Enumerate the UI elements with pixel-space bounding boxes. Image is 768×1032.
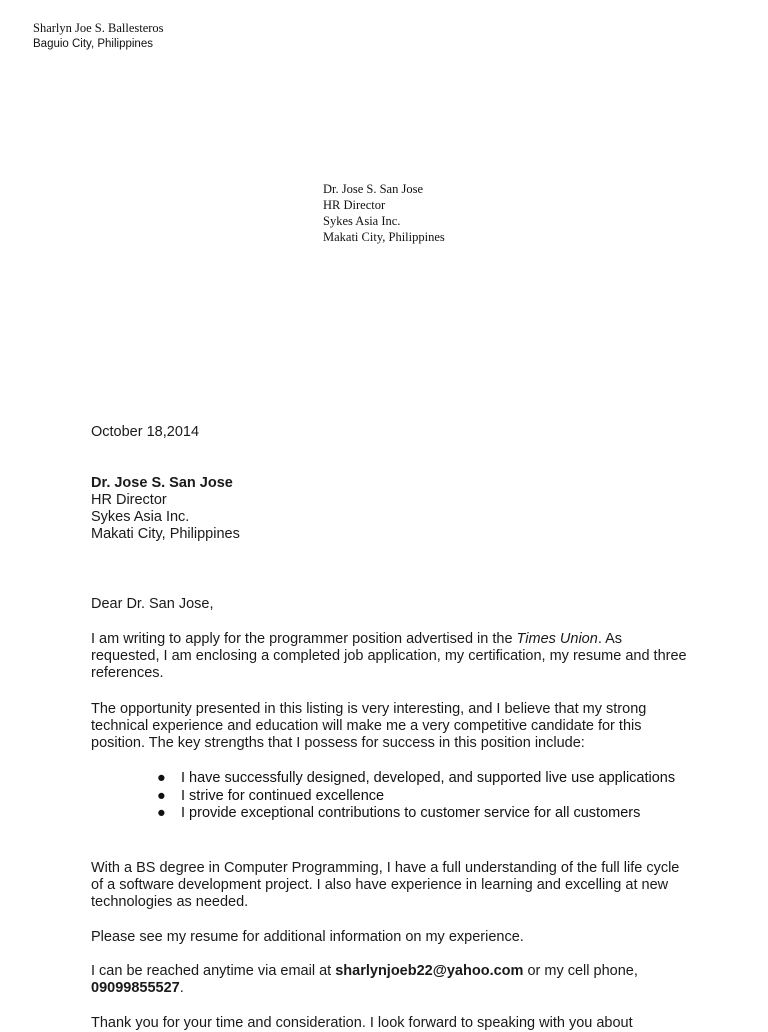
paragraph-closing: Thank you for your time and consideration. I look forward to speaking with you about bbox=[91, 1015, 633, 1031]
bullet-icon: ● bbox=[157, 770, 166, 786]
salutation: Dear Dr. San Jose, bbox=[91, 596, 214, 612]
phone-number: 09099855527 bbox=[91, 980, 180, 996]
list-item bbox=[155, 770, 695, 788]
bullet-icon: ● bbox=[157, 805, 166, 821]
recipient-header-name: Dr. Jose S. San Jose bbox=[323, 182, 424, 196]
sender-name: Sharlyn Joe S. Ballesteros bbox=[33, 21, 164, 35]
paragraph-education: With a BS degree in Computer Programming, I have a full understanding of the full life cycle of a software development project. I also have experience in learning and excelling at new technologies as needed. bbox=[91, 860, 680, 910]
paragraph-contact-text-a: I can be reached anytime via email at bbox=[91, 963, 336, 979]
email-address: sharlynjoeb22@yahoo.com bbox=[335, 963, 524, 979]
recipient-company: Sykes Asia Inc. bbox=[91, 509, 190, 525]
bullet-icon: ● bbox=[157, 787, 166, 804]
paragraph-strengths: The opportunity presented in this listing is very interesting, and I believe that my strong technical experience and education will make me a very competitive candidate for this position. The key strengths that I possess for success in this position include: bbox=[91, 701, 647, 751]
paragraph-contact bbox=[91, 963, 691, 997]
strengths-list bbox=[155, 770, 695, 823]
paragraph-resume: Please see my resume for additional information on my experience. bbox=[91, 929, 524, 945]
paragraph-contact-text-b: or my cell phone, bbox=[523, 963, 638, 979]
list-item-text: I have successfully designed, developed, and supported live use applications bbox=[181, 770, 676, 786]
list-item bbox=[155, 805, 695, 823]
recipient-header-title: HR Director bbox=[323, 198, 386, 212]
letter-date: October 18,2014 bbox=[91, 424, 200, 440]
recipient-header-block bbox=[323, 181, 445, 245]
paragraph-intro-text-a: I am writing to apply for the programmer position advertised in the bbox=[91, 631, 517, 647]
recipient-name: Dr. Jose S. San Jose bbox=[91, 475, 233, 491]
recipient-title: HR Director bbox=[91, 492, 167, 508]
newspaper-name: Times Union bbox=[516, 631, 598, 647]
paragraph-intro bbox=[91, 631, 691, 682]
recipient-address-block bbox=[91, 475, 691, 543]
list-item-text: I provide exceptional contributions to customer service for all customers bbox=[181, 805, 641, 821]
list-item-text: I strive for continued excellence bbox=[181, 787, 385, 804]
recipient-header-company: Sykes Asia Inc. bbox=[323, 214, 401, 228]
sender-city: Baguio City, Philippines bbox=[33, 38, 153, 50]
list-item bbox=[155, 788, 695, 806]
paragraph-intro-text-b: . As requested, I am enclosing a completed job application, my certification, my resume and three references. bbox=[91, 631, 687, 681]
recipient-header-city: Makati City, Philippines bbox=[323, 230, 445, 244]
recipient-city: Makati City, Philippines bbox=[91, 526, 240, 542]
paragraph-contact-text-c: . bbox=[179, 980, 184, 996]
